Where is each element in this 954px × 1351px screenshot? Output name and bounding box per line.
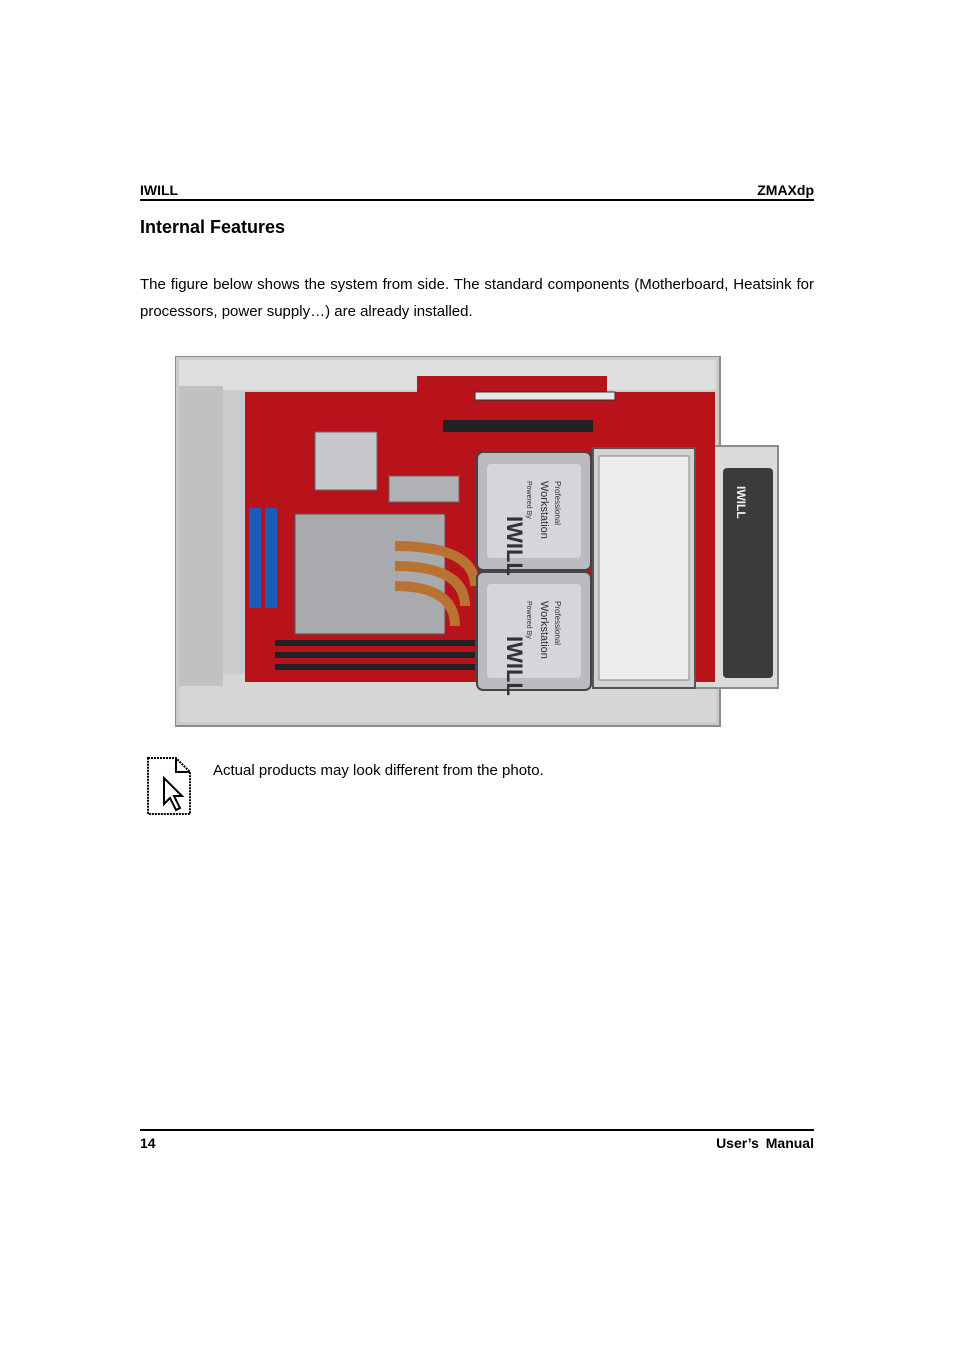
header-left: IWILL [140, 182, 179, 198]
heatsink-label-line2-a: Workstation [538, 481, 550, 539]
heatsink-brand-2: IWILL [502, 636, 527, 696]
footer-right: User’s Manual [716, 1135, 814, 1151]
page-footer [140, 1129, 814, 1153]
system-side-photo [175, 356, 780, 728]
page-header [140, 181, 814, 201]
note-pointer-icon [146, 756, 196, 816]
heatsink-label-line3-a: Powered By [525, 481, 532, 519]
heatsink-label-line2-b: Workstation [538, 601, 550, 659]
note-text: Actual products may look different from the photo. [213, 762, 544, 779]
header-right: ZMAXdp [757, 182, 814, 198]
heatsink-brand-1: IWILL [502, 516, 527, 576]
section-paragraph: The figure below shows the system from side. The standard components (Motherboard, Heatsink for processors, power supply…) are already installed. [140, 276, 814, 320]
page-number: 14 [140, 1135, 156, 1151]
psu-brand: IWILL [734, 486, 748, 519]
section-title: Internal Features [140, 217, 286, 237]
heatsink-label-line1-a: Professional [553, 481, 562, 526]
heatsink-label-line3-b: Powered By [525, 601, 532, 639]
heatsink-label-line1-b: Professional [553, 601, 562, 646]
